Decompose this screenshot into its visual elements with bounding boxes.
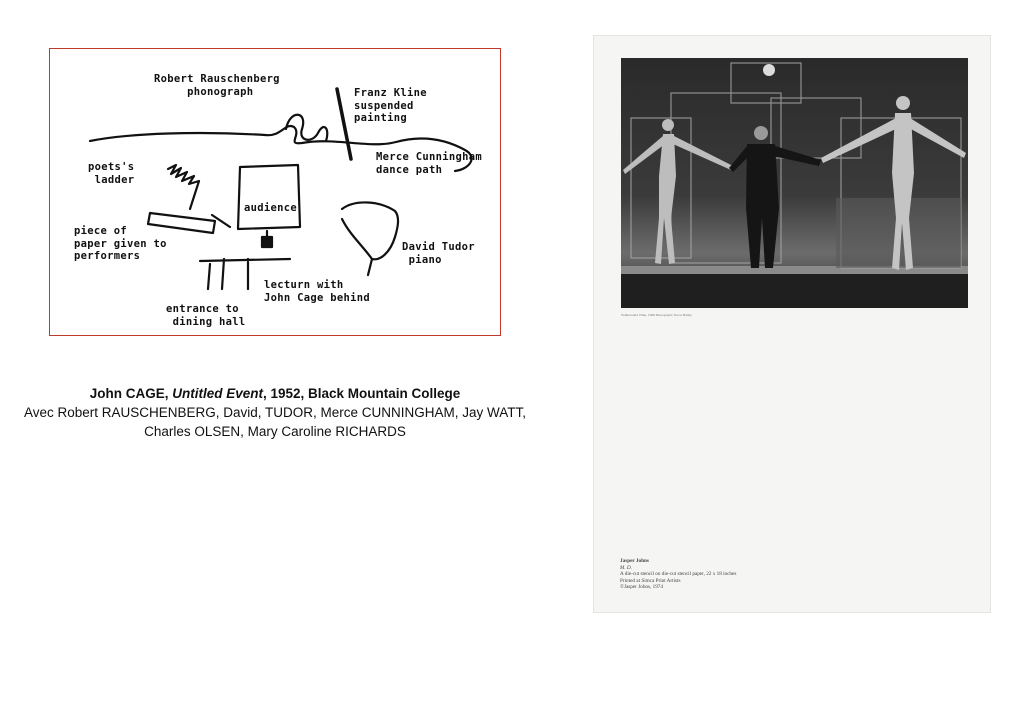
poster-title: M. D. [620, 564, 632, 571]
caption-title: John CAGE, Untitled Event, 1952, Black Mountain College [89, 386, 461, 401]
label-lecturn: lecturn with John Cage behind [264, 279, 370, 304]
phonograph-scribble [286, 115, 327, 141]
label-paper: piece of paper given to performers [74, 225, 167, 262]
label-entrance: entrance to dining hall [166, 303, 246, 328]
photo-caption: Walkaround Time, 1968 Photograph: Oscar Bailey [621, 313, 692, 317]
poster-copyright: ©Jasper Johns, 1974 [620, 584, 663, 591]
poster [593, 35, 991, 613]
poster-medium: A die-cut stencil on die-cut stencil paper, 22 x 18 inches [620, 571, 737, 578]
caption-line-3: Charles OLSEN, Mary Caroline RICHARDS [144, 424, 406, 439]
label-tudor: David Tudor piano [402, 241, 475, 266]
poster-credit [620, 558, 736, 591]
performance-diagram [49, 48, 501, 336]
piano-shape [342, 202, 398, 259]
label-kline: Franz Kline suspended painting [354, 87, 427, 124]
label-audience: audience [244, 202, 297, 214]
diagram-caption [10, 384, 540, 441]
stage-photo [621, 58, 968, 308]
stage-photo-drawing [621, 58, 968, 308]
poster-printer: Printed at Simca Print Artists [620, 577, 681, 584]
ladder-scribble [168, 165, 199, 209]
label-ladder: poets's ladder [88, 161, 135, 186]
caption-line-2: Avec Robert RAUSCHENBERG, David, TUDOR, Merce CUNNINGHAM, Jay WATT, [23, 405, 527, 420]
label-rauschenberg: Robert Rauschenberg phonograph [154, 73, 280, 98]
poster-artist: Jasper Johns [620, 558, 649, 564]
label-cunningham: Merce Cunningham dance path [376, 151, 482, 176]
audience-box [238, 165, 300, 229]
lecturn-mark [262, 237, 272, 247]
suspended-painting-line [337, 89, 351, 159]
